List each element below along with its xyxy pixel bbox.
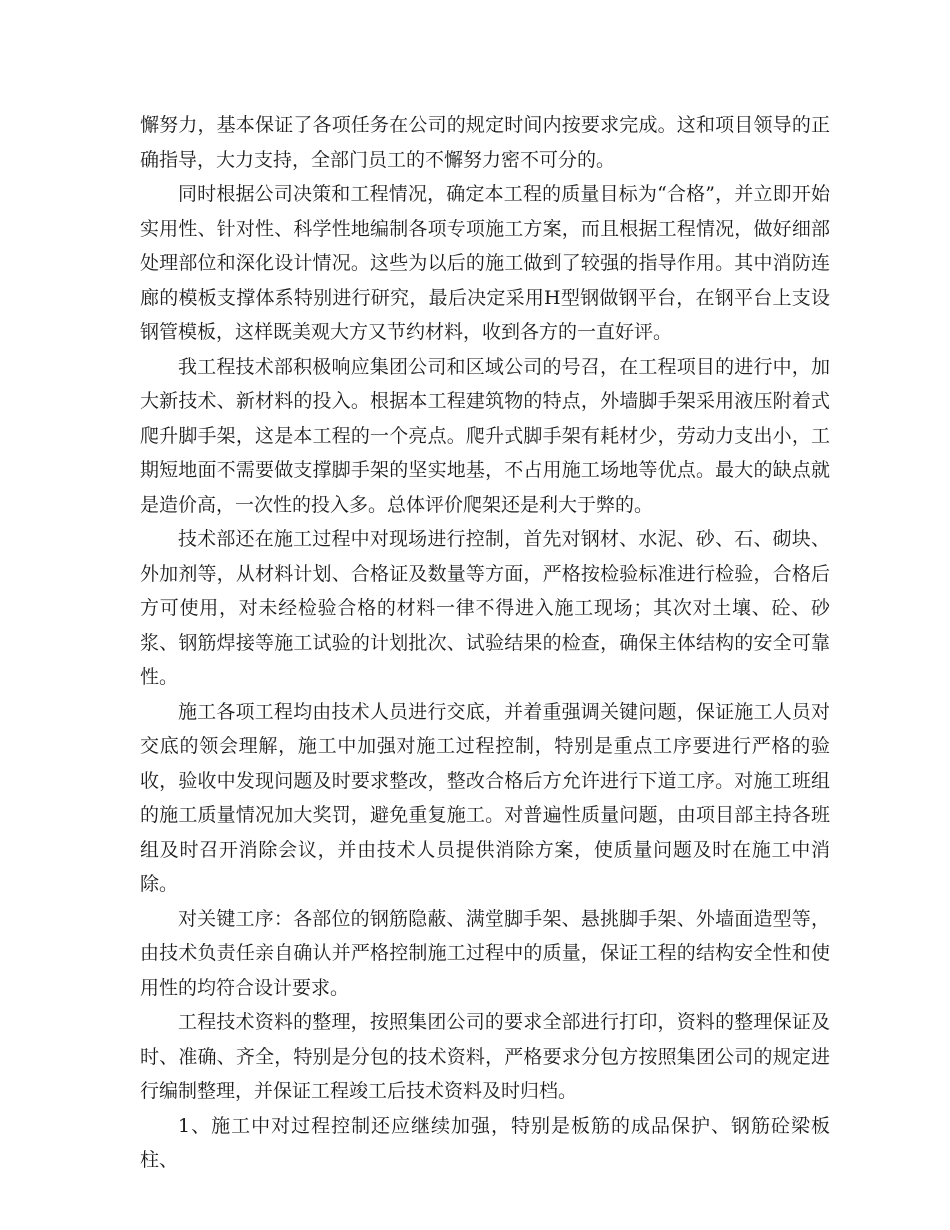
paragraph-quality-target: 同时根据公司决策和工程情况，确定本工程的质量目标为“合格”，并立即开始实用性、针对性、科学性地编制各项专项施工方案，而且根据工程情况，做好细部处理部位和深化设计情况。这些为以后的施工做到了较强的指导作用。其中消防连廊的模板支撑体系特别进行研究，最后决定采用H型钢做钢平台，在钢平台上支设钢管模板，这样既美观大方又节约材料，收到各方的一直好评。 <box>140 183 830 343</box>
document-page <box>140 108 830 1178</box>
paragraph-technical-documents: 工程技术资料的整理，按照集团公司的要求全部进行打印，资料的整理保证及时、准确、齐全，特别是分包的技术资料，严格要求分包方按照集团公司的规定进行编制整理，并保证工程竣工后技术资料及时归档。 <box>140 1011 830 1102</box>
paragraph-list-item-1: 1、施工中对过程控制还应继续加强，特别是板筋的成品保护、钢筋砼梁板柱、 <box>140 1114 830 1171</box>
paragraph-new-technology: 我工程技术部积极响应集团公司和区域公司的号召，在工程项目的进行中，加大新技术、新材料的投入。根据本工程建筑物的特点，外墙脚手架采用液压附着式爬升脚手架，这是本工程的一个亮点。爬升式脚手架有耗材少，劳动力支出小，工期短地面不需要做支撑脚手架的坚实地基，不占用施工场地等优点。最大的缺点就是造价高，一次性的投入多。总体评价爬架还是利大于弊的。 <box>140 355 830 516</box>
paragraph-key-processes: 对关键工序：各部位的钢筋隐蔽、满堂脚手架、悬挑脚手架、外墙面造型等，由技术负责任亲自确认并严格控制施工过程中的质量，保证工程的结构安全性和使用性的均符合设计要求。 <box>140 907 830 999</box>
paragraph-technical-briefing: 施工各项工程均由技术人员进行交底，并着重强调关键问题，保证施工人员对交底的领会理解，施工中加强对施工过程控制，特别是重点工序要进行严格的验收，验收中发现问题及时要求整改，整改合格后方允许进行下道工序。对施工班组的施工质量情况加大奖罚，避免重复施工。对普遍性质量问题，由项目部主持各班组及时召开消除会议，并由技术人员提供消除方案，使质量问题及时在施工中消除。 <box>140 700 830 895</box>
paragraph-site-control: 技术部还在施工过程中对现场进行控制，首先对钢材、水泥、砂、石、砌块、外加剂等，从材料计划、合格证及数量等方面，严格按检验标准进行检验，合格后方可使用，对未经检验合格的材料一律不得进入施工现场；其次对土壤、砼、砂浆、钢筋焊接等施工试验的计划批次、试验结果的检查，确保主体结构的安全可靠性。 <box>140 528 830 688</box>
paragraph-continuation: 懈努力，基本保证了各项任务在公司的规定时间内按要求完成。这和项目领导的正确指导，大力支持，全部门员工的不懈努力密不可分的。 <box>140 114 830 171</box>
